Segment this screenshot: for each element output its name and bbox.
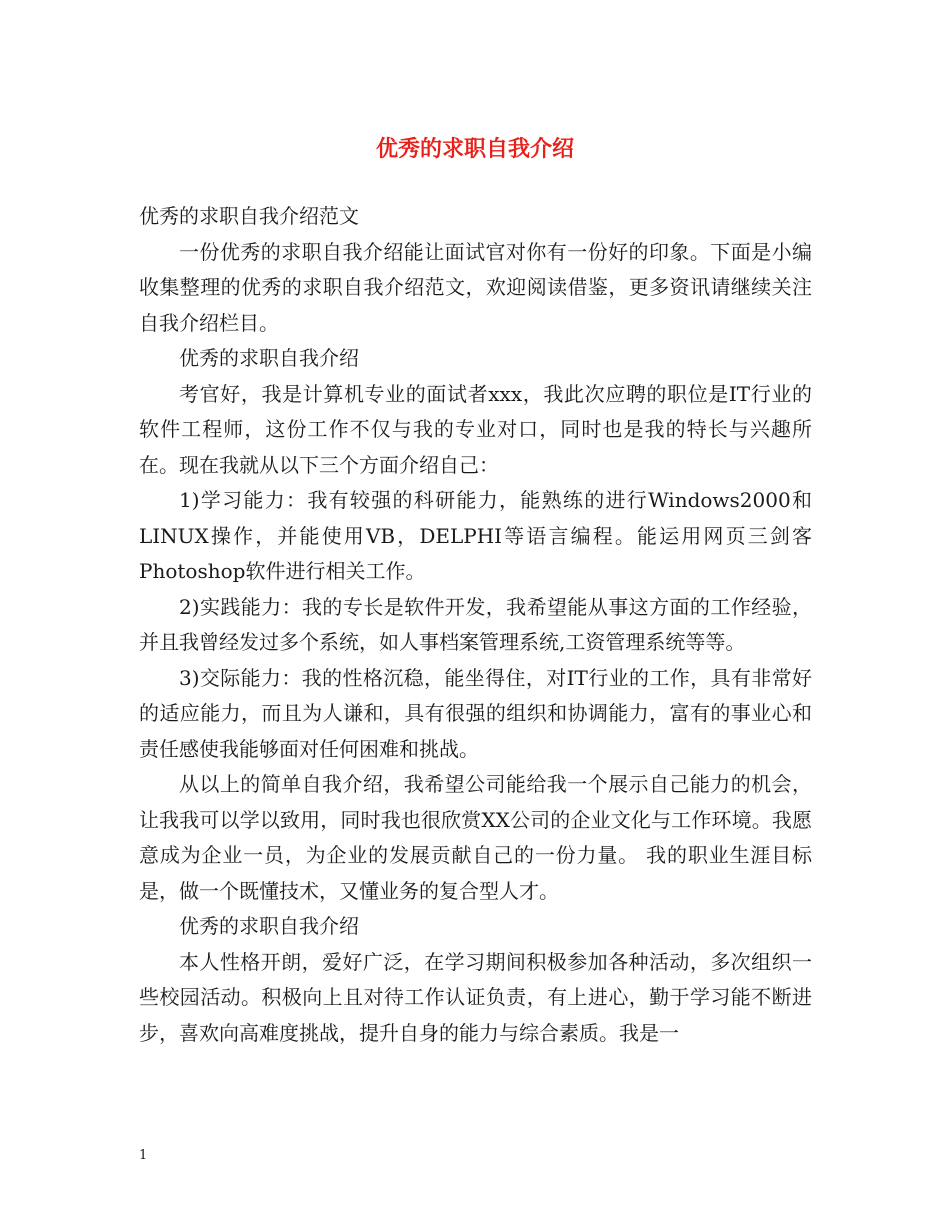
paragraph: 本人性格开朗，爱好广泛，在学习期间积极参加各种活动，多次组织一些校园活动。积极向上且对待工作认证负责，有上进心，勤于学习能不断进步，喜欢向高难度挑战，提升自身的能力与综合素质。我是一 (139, 949, 812, 1045)
section-heading: 优秀的求职自我介绍 (179, 346, 359, 370)
paragraph-subtitle: 优秀的求职自我介绍范文 (139, 204, 359, 228)
paragraph: 考官好，我是计算机专业的面试者xxx，我此次应聘的职位是IT行业的软件工程师，这份工作不仅与我的专业对口，同时也是我的特长与兴趣所在。现在我就从以下三个方面介绍自己： (139, 381, 812, 477)
document-title: 优秀的求职自我介绍 (375, 136, 574, 162)
paragraph-learning-ability: 1)学习能力：我有较强的科研能力，能熟练的进行Windows2000和LINUX操作，并能使用VB，DELPHI等语言编程。能运用网页三剑客Photoshop软件进行相关工作。 (139, 488, 812, 583)
section-heading: 优秀的求职自我介绍 (179, 914, 359, 938)
paragraph: 从以上的简单自我介绍，我希望公司能给我一个展示自己能力的机会，让我我可以学以致用，同时我也很欣赏XX公司的企业文化与工作环境。我愿意成为企业一员，为企业的发展贡献自己的一份力量。 我的职业生涯目标是，做一个既懂技术，又懂业务的复合型人才。 (139, 772, 812, 903)
paragraph-social-ability: 3)交际能力：我的性格沉稳，能坐得住，对IT行业的工作，具有非常好的适应能力，而且为人谦和，具有很强的组织和协调能力，富有的事业心和责任感使我能够面对任何困难和挑战。 (139, 665, 812, 761)
page-number: 1 (139, 1148, 148, 1163)
document-body (139, 199, 812, 1051)
paragraph-practical-ability: 2)实践能力：我的专长是软件开发，我希望能从事这方面的工作经验，并且我曾经发过多个系统，如人事档案管理系统,工资管理系统等等。 (139, 594, 812, 654)
paragraph-intro: 一份优秀的求职自我介绍能让面试官对你有一份好的印象。下面是小编收集整理的优秀的求职自我介绍范文，欢迎阅读借鉴，更多资讯请继续关注自我介绍栏目。 (139, 239, 812, 335)
